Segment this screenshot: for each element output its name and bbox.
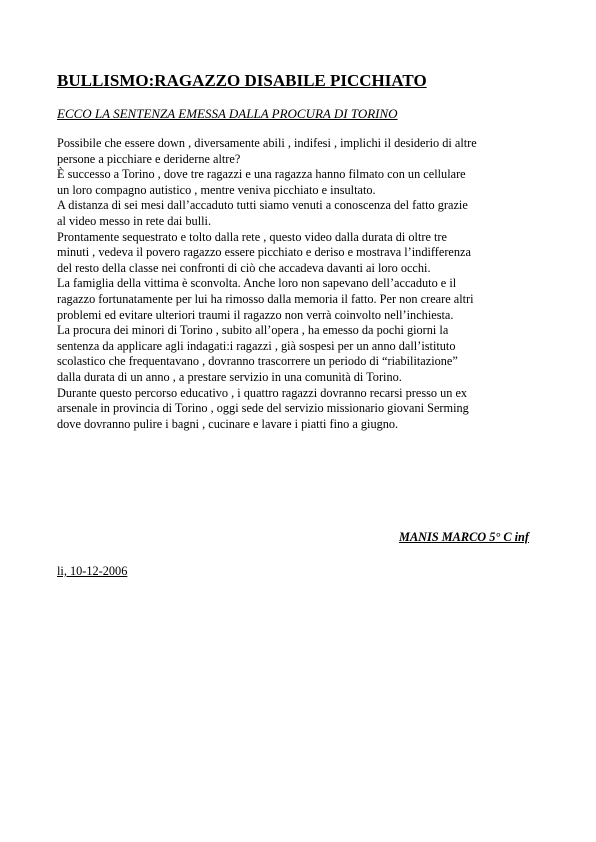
document-date: li, 10-12-2006 xyxy=(57,564,128,578)
body-line: del resto della classe nei confronti di ciò che accadeva davanti ai loro occhi. xyxy=(57,260,431,275)
author-signature: MANIS MARCO 5° C inf xyxy=(399,530,529,544)
article-subtitle: ECCO LA SENTENZA EMESSA DALLA PROCURA DI TORINO xyxy=(57,106,398,121)
body-line: dalla durata di un anno , a prestare servizio in una comunità di Torino. xyxy=(57,369,402,384)
body-line: minuti , vedeva il povero ragazzo essere picchiato e deriso e mostrava l’indifferenza xyxy=(57,245,471,260)
body-line: La procura dei minori di Torino , subito all’opera , ha emesso da pochi giorni la xyxy=(57,323,449,338)
body-line: ragazzo fortunatamente per lui ha rimosso dalla memoria il fatto. Per non creare altri xyxy=(57,291,474,306)
body-line: È successo a Torino , dove tre ragazzi e una ragazza hanno filmato con un cellulare xyxy=(57,167,466,182)
article-title: BULLISMO:RAGAZZO DISABILE PICCHIATO xyxy=(57,71,427,90)
body-line: La famiglia della vittima è sconvolta. Anche loro non sapevano dell’accaduto e il xyxy=(57,276,457,291)
body-line: un loro compagno autistico , mentre veniva picchiato e insultato. xyxy=(57,182,376,197)
body-line: Possibile che essere down , diversamente abili , indifesi , implichi il desiderio di altre xyxy=(57,136,477,150)
body-line: scolastico che frequentavano , dovranno trascorrere un periodo di “riabilitazione” xyxy=(57,354,458,369)
body-line: sentenza da applicare agli indagati:i ragazzi , già sospesi per un anno dall’istituto xyxy=(57,338,456,353)
body-line: arsenale in provincia di Torino , oggi sede del servizio missionario giovani Serming xyxy=(57,401,469,416)
article-body xyxy=(57,136,547,432)
body-line: Durante questo percorso educativo , i quattro ragazzi dovranno recarsi presso un ex xyxy=(57,385,468,400)
body-line: problemi ed evitare ulteriori traumi il ragazzo non verrà coinvolto nell’inchiesta. xyxy=(57,307,454,322)
body-line: A distanza di sei mesi dall’accaduto tutti siamo venuti a conoscenza del fatto grazie xyxy=(57,198,468,213)
body-line: Prontamente sequestrato e tolto dalla rete , questo video dalla durata di oltre tre xyxy=(57,229,447,244)
body-line: al video messo in rete dai bulli. xyxy=(57,213,212,228)
body-line: dove dovranno pulire i bagni , cucinare e lavare i piatti fino a giugno. xyxy=(57,416,399,431)
body-line: persone a picchiare e deriderne altre? xyxy=(57,151,241,166)
